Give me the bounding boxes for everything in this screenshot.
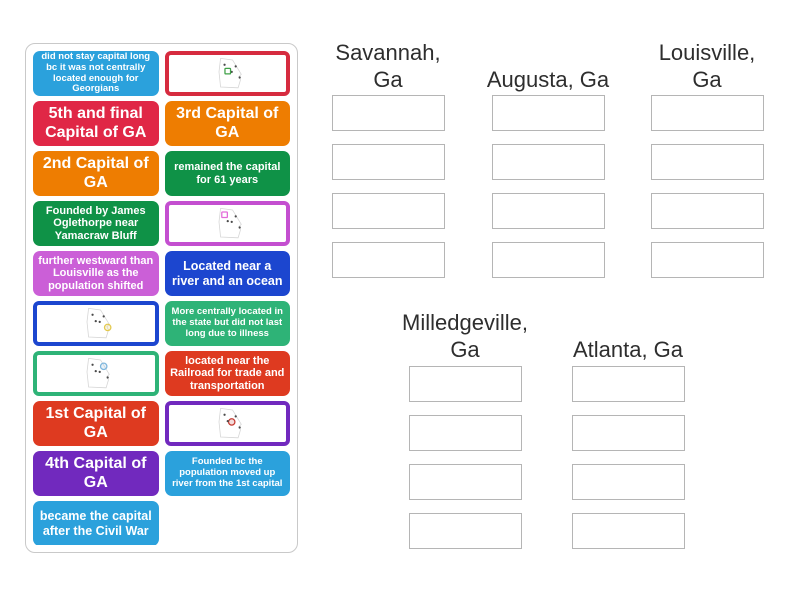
drop-slot[interactable] xyxy=(332,95,445,131)
georgia-map-tile[interactable] xyxy=(165,51,291,96)
drop-slot[interactable] xyxy=(651,193,764,229)
answer-tile[interactable]: further westward than Louisville as the population shifted xyxy=(33,251,159,296)
drop-slot[interactable] xyxy=(572,415,685,451)
drop-slot[interactable] xyxy=(572,366,685,402)
slot-column xyxy=(642,95,772,278)
drop-slot[interactable] xyxy=(409,513,522,549)
category-group-savannah xyxy=(323,30,453,291)
georgia-map-tile[interactable] xyxy=(165,401,291,446)
answer-tile[interactable]: located near the Railroad for trade and transportation xyxy=(165,351,291,396)
georgia-map-tile[interactable] xyxy=(165,201,291,246)
drop-slot[interactable] xyxy=(572,464,685,500)
answer-tile[interactable]: became the capital after the Civil War xyxy=(33,501,159,545)
drop-slot[interactable] xyxy=(651,144,764,180)
answer-tile[interactable]: did not stay capital long bc it was not centrally located enough for Georgians xyxy=(33,51,159,96)
drop-slot[interactable] xyxy=(492,242,605,278)
slot-column xyxy=(323,95,453,278)
georgia-map-tile[interactable] xyxy=(33,351,159,396)
drop-slot[interactable] xyxy=(332,144,445,180)
category-group-augusta xyxy=(483,30,613,291)
slot-column xyxy=(563,366,693,549)
answer-tile[interactable]: 1st Capital of GA xyxy=(33,401,159,446)
category-header: Milledgeville, Ga xyxy=(402,310,528,362)
answer-tile[interactable]: 5th and final Capital of GA xyxy=(33,101,159,146)
category-group-milledgeville xyxy=(400,303,530,562)
answer-tile[interactable]: 4th Capital of GA xyxy=(33,451,159,496)
answer-tile[interactable]: remained the capital for 61 years xyxy=(165,151,291,196)
answer-tile[interactable]: Located near a river and an ocean xyxy=(165,251,291,296)
drop-slot[interactable] xyxy=(409,464,522,500)
answer-pool-grid xyxy=(33,51,290,545)
category-header: Augusta, Ga xyxy=(486,67,610,92)
answer-pool-card xyxy=(25,43,298,553)
georgia-map-tile[interactable] xyxy=(33,301,159,346)
drop-slot[interactable] xyxy=(332,193,445,229)
drop-slot[interactable] xyxy=(492,95,605,131)
georgia-map-icon xyxy=(38,356,154,391)
category-header: Louisville, Ga xyxy=(658,40,756,92)
slot-column xyxy=(400,366,530,549)
category-header: Savannah, Ga xyxy=(335,40,441,92)
drop-slot[interactable] xyxy=(651,242,764,278)
answer-tile[interactable]: More centrally located in the state but did not last long due to illness xyxy=(165,301,291,346)
georgia-map-icon xyxy=(38,306,154,341)
georgia-map-icon xyxy=(170,406,286,441)
drop-slot[interactable] xyxy=(409,415,522,451)
drop-slot[interactable] xyxy=(332,242,445,278)
answer-tile[interactable]: 3rd Capital of GA xyxy=(165,101,291,146)
slot-column xyxy=(483,95,613,278)
category-header: Atlanta, Ga xyxy=(572,337,684,362)
georgia-map-icon xyxy=(170,56,286,91)
drop-slot[interactable] xyxy=(409,366,522,402)
category-group-louisville xyxy=(642,30,772,291)
answer-tile[interactable]: Founded by James Oglethorpe near Yamacraw Bluff xyxy=(33,201,159,246)
category-group-atlanta xyxy=(563,303,693,562)
drop-slot[interactable] xyxy=(651,95,764,131)
georgia-map-icon xyxy=(170,206,286,241)
drop-slot[interactable] xyxy=(492,144,605,180)
answer-tile[interactable]: Founded bc the population moved up river from the 1st capital xyxy=(165,451,291,496)
answer-tile[interactable]: 2nd Capital of GA xyxy=(33,151,159,196)
drop-slot[interactable] xyxy=(572,513,685,549)
drop-slot[interactable] xyxy=(492,193,605,229)
